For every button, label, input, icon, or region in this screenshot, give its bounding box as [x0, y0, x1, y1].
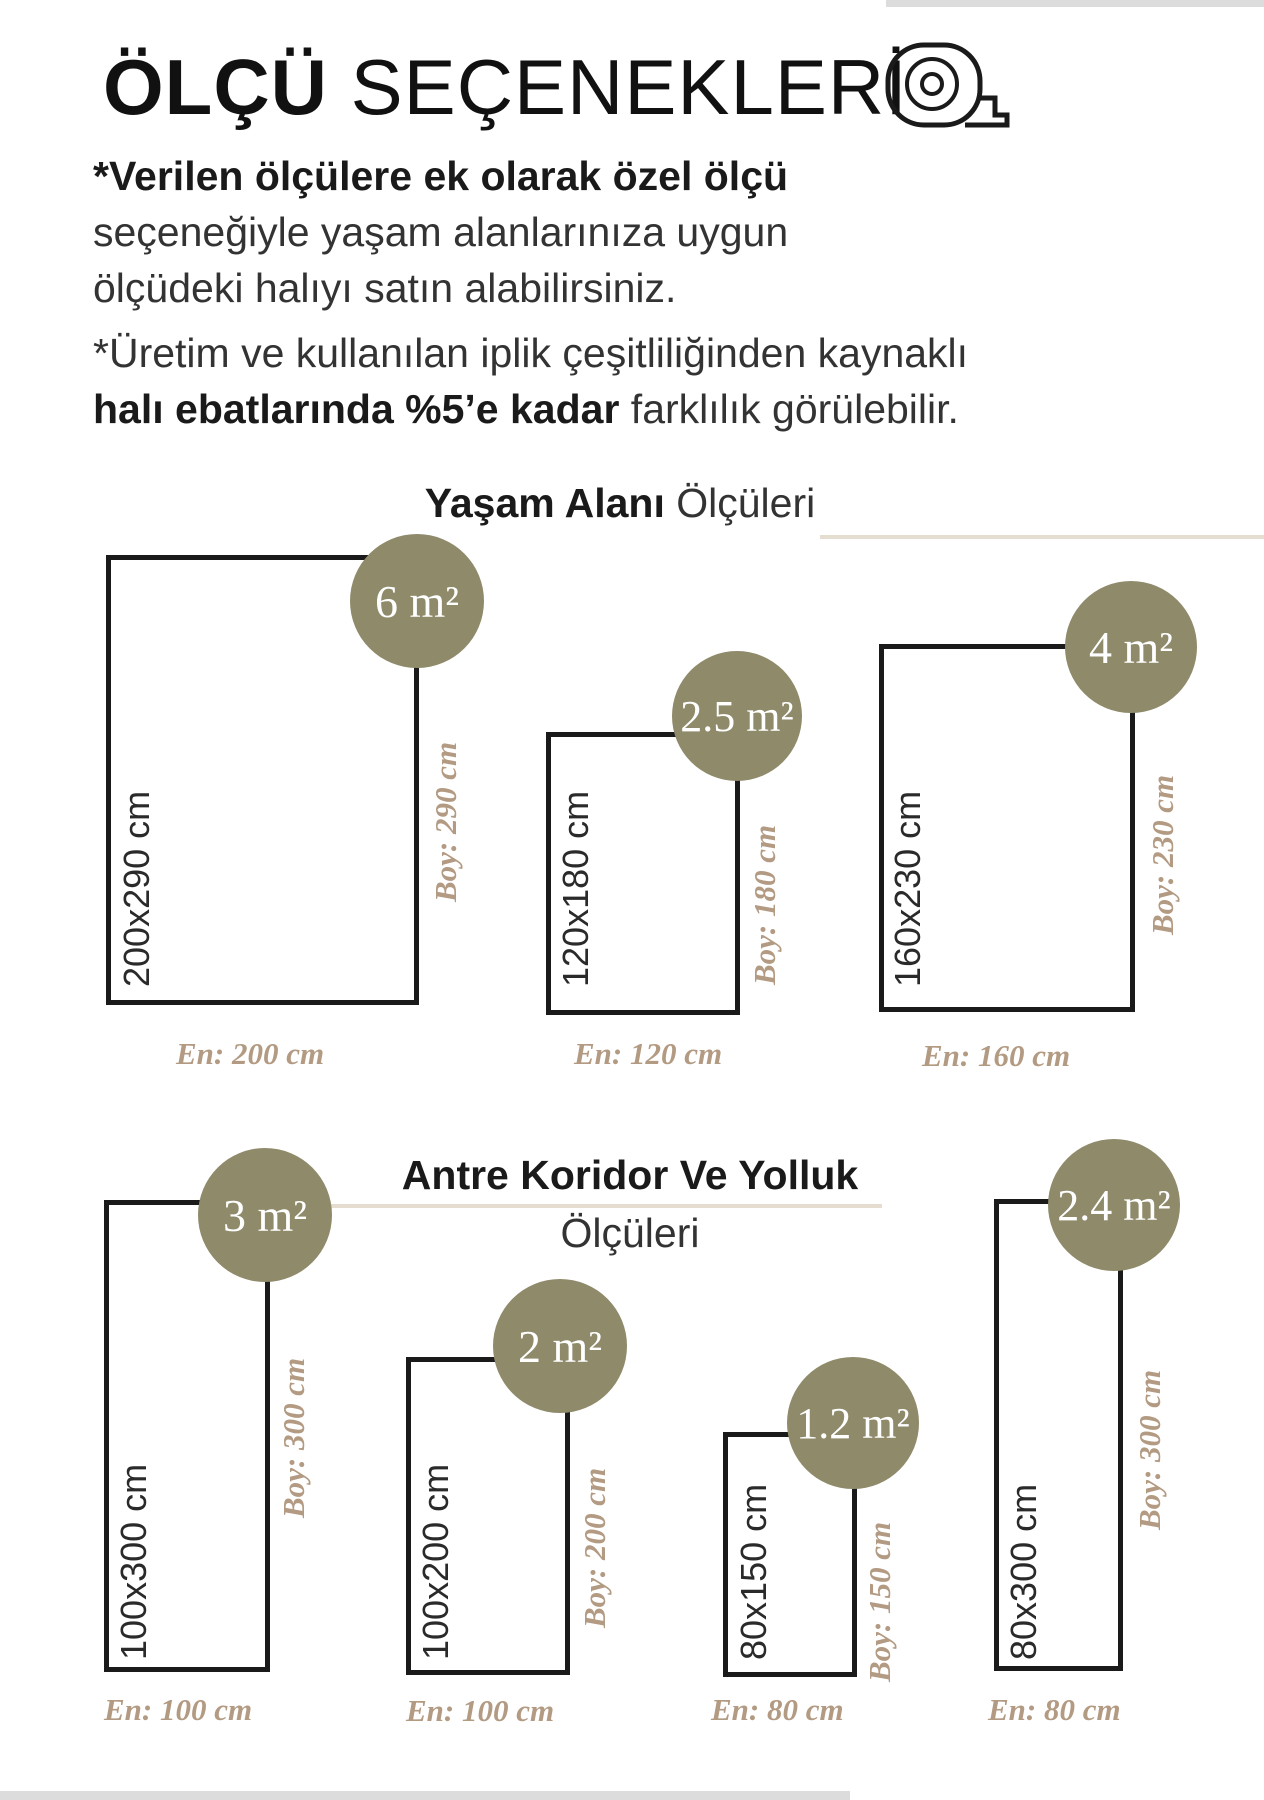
custom-size-note: [93, 148, 788, 316]
rug-size-label: 100x300 cm: [113, 1463, 154, 1660]
living-area-heading: [360, 480, 880, 527]
rug-width-label: En: 80 cm: [711, 1692, 844, 1727]
corridor-divider: [330, 1204, 882, 1208]
rug-length-label: Boy: 180 cm: [747, 824, 782, 985]
tolerance-note-bold: halı ebatlarında %5’e kadar: [93, 386, 620, 432]
rug-size-label: 100x200 cm: [415, 1463, 456, 1660]
rug-length-label: Boy: 290 cm: [428, 741, 463, 902]
rug-width-label: En: 80 cm: [988, 1692, 1121, 1727]
rug-length-label: Boy: 150 cm: [862, 1521, 897, 1682]
rug-size-label: 200x290 cm: [116, 790, 157, 987]
tolerance-note-rest: farklılık görülebilir.: [619, 386, 959, 432]
top-decor-bar: [886, 0, 1264, 7]
area-badge: 2.4 m²: [1048, 1139, 1180, 1271]
title-bold: ÖLÇÜ: [103, 43, 328, 131]
area-badge: 2 m²: [493, 1279, 627, 1413]
custom-size-note-bold: *Verilen ölçülere ek olarak özel ölçü: [93, 153, 789, 199]
rug-length-label: Boy: 300 cm: [1132, 1369, 1167, 1530]
rug-size-label: 80x300 cm: [1003, 1483, 1044, 1660]
rug-width-label: En: 120 cm: [574, 1036, 723, 1071]
tolerance-note-line1: *Üretim ve kullanılan iplik çeşitliliğinden kaynaklı: [93, 330, 969, 376]
rug-size-label: 160x230 cm: [887, 790, 928, 987]
custom-size-note-line3: ölçüdeki halıyı satın alabilirsiniz.: [93, 265, 677, 311]
rug-size-label: 120x180 cm: [555, 790, 596, 987]
corridor-heading-line2: Ölçüleri: [560, 1210, 700, 1256]
title-light: SEÇENEKLERİ: [350, 43, 908, 131]
rug-length-label: Boy: 300 cm: [276, 1357, 311, 1518]
rug-width-label: En: 160 cm: [922, 1038, 1071, 1073]
tolerance-note: [93, 325, 968, 437]
page-title: [103, 43, 908, 131]
rug-width-label: En: 100 cm: [104, 1692, 253, 1727]
area-badge: 1.2 m²: [787, 1357, 919, 1489]
bottom-decor-bar: [0, 1791, 850, 1800]
rug-width-label: En: 200 cm: [176, 1036, 325, 1071]
rug-length-label: Boy: 230 cm: [1145, 774, 1180, 935]
area-badge: 4 m²: [1065, 581, 1197, 713]
area-badge: 3 m²: [198, 1148, 332, 1282]
living-area-divider: [820, 535, 1264, 539]
measuring-tape-icon: [885, 40, 1010, 130]
living-area-heading-light: Ölçüleri: [664, 480, 816, 526]
area-badge: 6 m²: [350, 534, 484, 668]
rug-length-label: Boy: 200 cm: [577, 1467, 612, 1628]
area-badge: 2.5 m²: [672, 651, 802, 781]
corridor-heading: Antre Koridor Ve Yolluk: [401, 1152, 859, 1198]
rug-width-label: En: 100 cm: [406, 1693, 555, 1728]
custom-size-note-line2: seçeneğiyle yaşam alanlarınıza uygun: [93, 209, 789, 255]
rug-size-label: 80x150 cm: [733, 1483, 774, 1660]
living-area-heading-bold: Yaşam Alanı: [424, 480, 665, 526]
